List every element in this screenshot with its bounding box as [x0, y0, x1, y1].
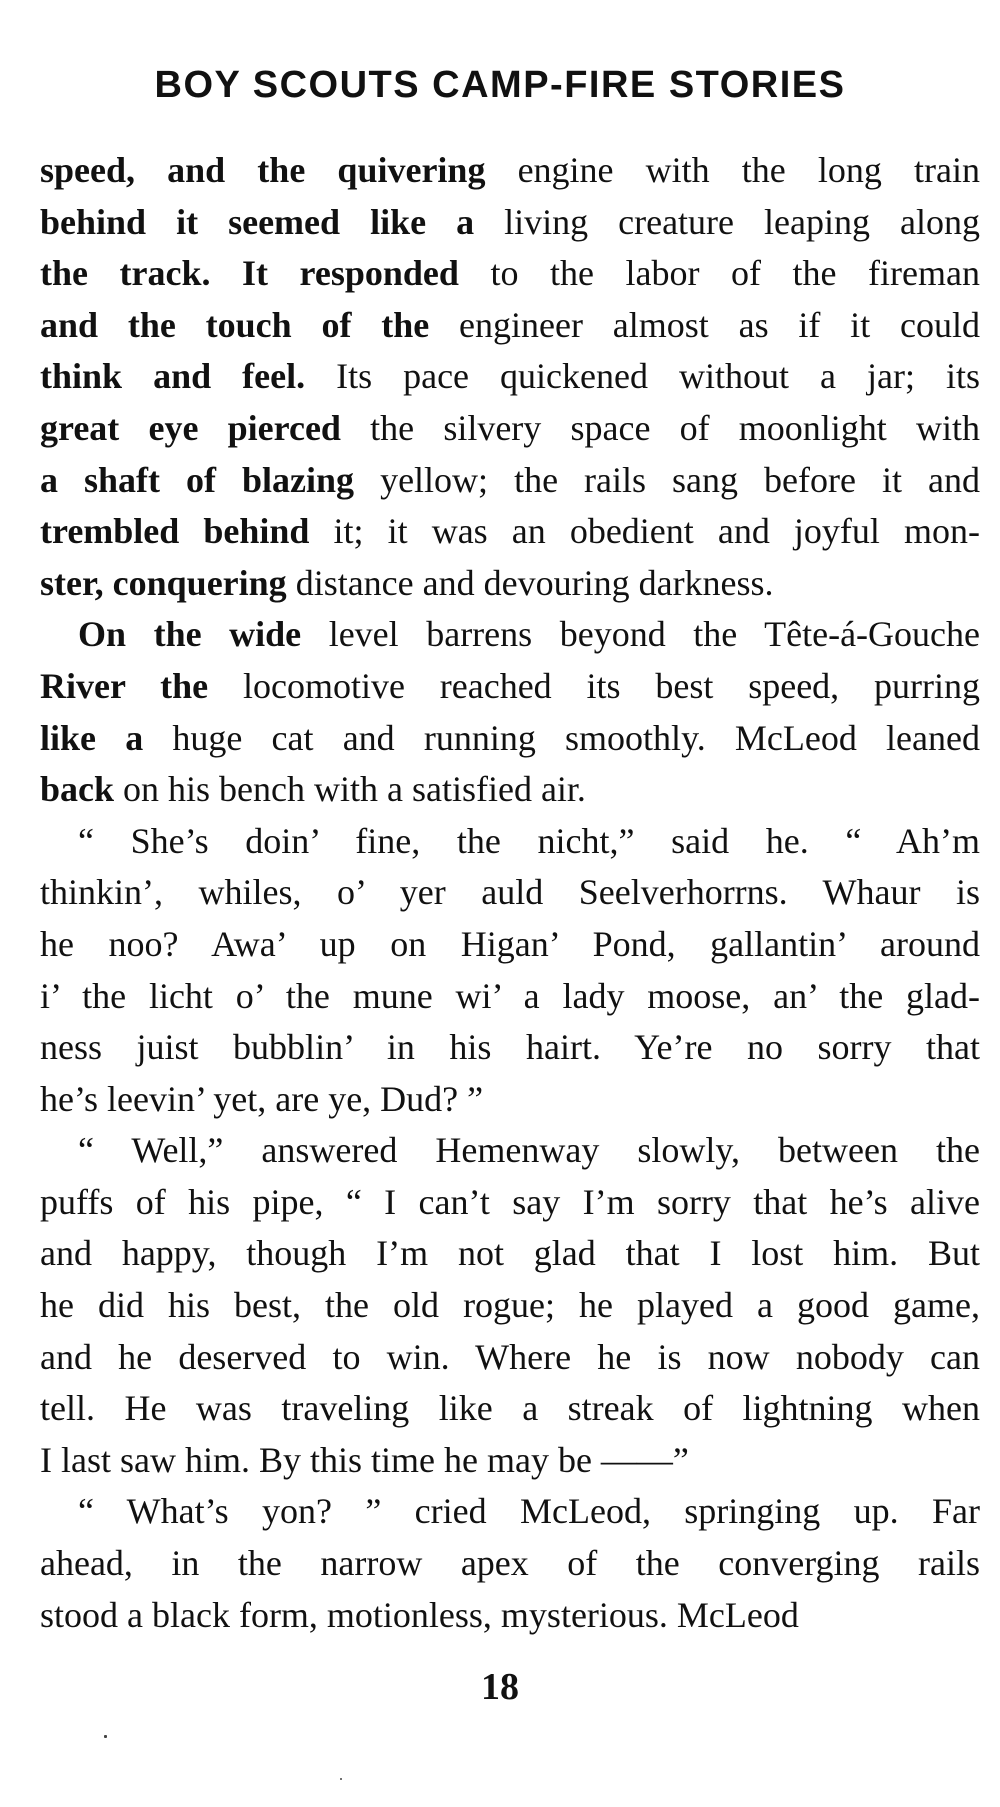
text-run: the silvery space of moonlight with [340, 407, 981, 448]
text-run: living creature leaping along [474, 201, 981, 242]
text-line [40, 1383, 980, 1435]
running-head: BOY SCOUTS CAMP-FIRE STORIES [154, 64, 846, 106]
text-line [40, 867, 980, 919]
text-line [40, 1280, 980, 1332]
text-line [40, 1435, 980, 1487]
text-run: on his bench with a satisfied air. [114, 769, 586, 810]
text-line [40, 713, 980, 765]
text-line [40, 609, 980, 661]
text-line [40, 1074, 980, 1126]
text-line [40, 764, 980, 816]
bold-run: great eye pierced [40, 407, 341, 448]
text-run: it; it was an obedient and joyful mon- [309, 511, 980, 552]
text-line [40, 455, 980, 507]
text-run: to the labor of the fireman [458, 253, 980, 294]
text-line [40, 145, 980, 197]
bold-run: a shaft of blazing [40, 459, 355, 500]
text-line [40, 661, 980, 713]
text-line [40, 1177, 980, 1229]
text-run: Its pace quickened without a jar; its [305, 356, 981, 397]
text-run: engineer almost as if it could [429, 304, 980, 345]
text-run: ness juist bubblin’ in his hairt. Ye’re no sorry that [40, 1027, 980, 1068]
text-line [40, 403, 980, 455]
text-run: puffs of his pipe, “ I can’t say I’m sorry that he’s alive [40, 1181, 980, 1222]
text-line [40, 1228, 980, 1280]
paragraph [40, 1486, 980, 1641]
paragraph [40, 1125, 980, 1486]
bold-run: On the wide [78, 614, 302, 655]
bold-run: back [40, 769, 115, 810]
text-line [40, 197, 980, 249]
text-run: he did his best, the old rogue; he played a good game, [40, 1285, 980, 1326]
paragraph [40, 609, 980, 815]
text-run: and happy, though I’m not glad that I lost him. But [40, 1233, 980, 1274]
text-line [40, 1538, 980, 1590]
text-run: ahead, in the narrow apex of the converging rails [40, 1543, 980, 1584]
text-line [40, 558, 980, 610]
bold-run: behind it seemed like a [40, 201, 475, 242]
text-run: he noo? Awa’ up on Higan’ Pond, gallantin’ around [40, 923, 980, 964]
text-line [40, 1486, 980, 1538]
paper-speck [104, 1735, 107, 1738]
text-run: thinkin’, whiles, o’ yer auld Seelverhorrns. Whaur is [40, 872, 980, 913]
text-run: he’s leevin’ yet, are ye, Dud? ” [40, 1078, 484, 1119]
bold-run: the track. It responded [40, 253, 459, 294]
text-line [40, 506, 980, 558]
text-line [40, 300, 980, 352]
text-run: and he deserved to win. Where he is now nobody can [40, 1336, 980, 1377]
text-line [40, 919, 980, 971]
bold-run: ster, conquering [40, 562, 287, 603]
text-run: locomotive reached its best speed, purring [208, 665, 980, 706]
text-line [40, 1590, 980, 1642]
text-line [40, 971, 980, 1023]
text-line [40, 816, 980, 868]
text-line [40, 1332, 980, 1384]
text-line [40, 351, 980, 403]
paper-speck [340, 1778, 342, 1780]
bold-run: think and feel. [40, 356, 306, 397]
text-run: yellow; the rails sang before it and [354, 459, 980, 500]
bold-run: River the [40, 665, 209, 706]
bold-run: and the touch of the [40, 304, 430, 345]
bold-run: speed, and the quivering [40, 150, 486, 190]
text-line [40, 248, 980, 300]
text-run: engine with the long train [485, 150, 980, 190]
text-run: huge cat and running smoothly. McLeod leaned [143, 717, 980, 758]
bold-run: trembled behind [40, 511, 310, 552]
text-line [40, 1022, 980, 1074]
text-run: level barrens beyond the Tête-á-Gouche [301, 614, 981, 655]
page-number: 18 [481, 1666, 519, 1708]
paragraph [40, 145, 980, 609]
text-run: I last saw him. By this time he may be ——” [40, 1439, 689, 1480]
paragraph [40, 816, 980, 1126]
text-run: tell. He was traveling like a streak of lightning when [40, 1388, 980, 1429]
text-line [40, 1125, 980, 1177]
body-text [40, 145, 980, 1641]
text-run: stood a black form, motionless, mysterious. McLeod [40, 1594, 799, 1635]
text-run: “ She’s doin’ fine, the nicht,” said he. “ Ah’m [78, 820, 980, 861]
bold-run: like a [40, 717, 144, 758]
text-run: “ What’s yon? ” cried McLeod, springing up. Far [78, 1491, 980, 1532]
text-run: “ Well,” answered Hemenway slowly, between the [78, 1130, 980, 1171]
text-run: distance and devouring darkness. [286, 562, 774, 603]
text-run: i’ the licht o’ the mune wi’ a lady moose, an’ the glad- [40, 975, 980, 1016]
